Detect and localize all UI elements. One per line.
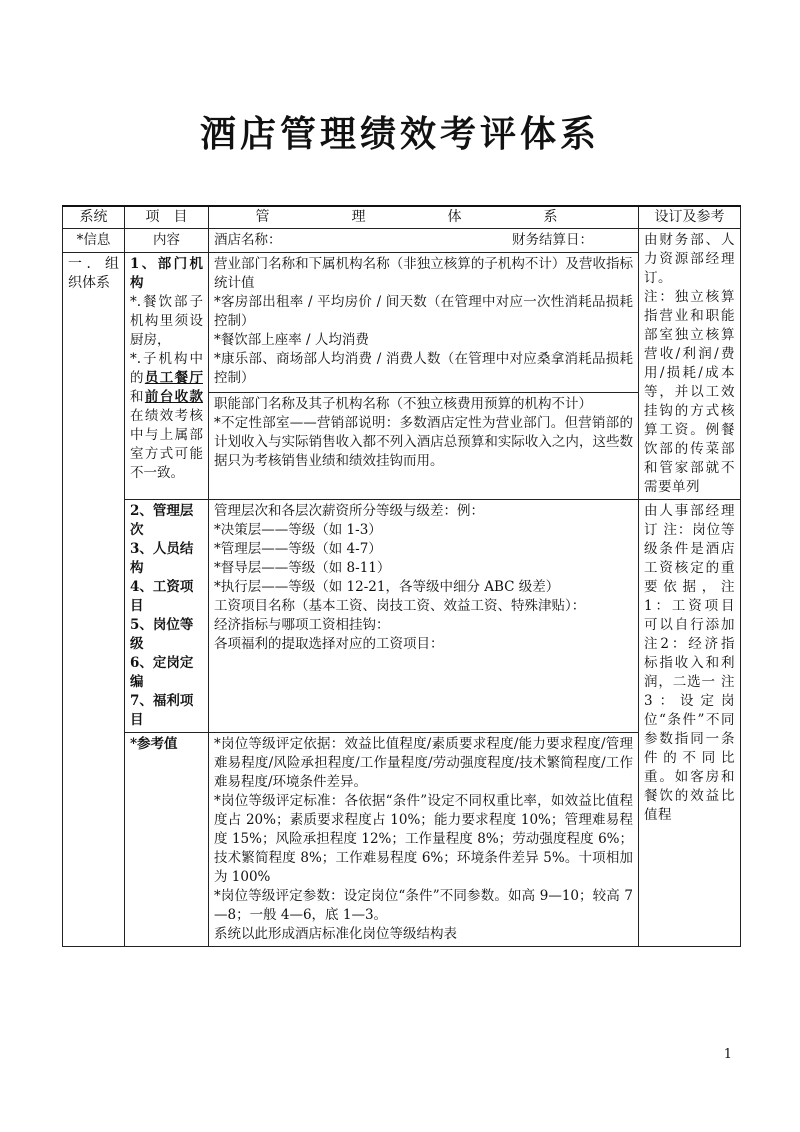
header-mgmt-text: 管 理 体 系 bbox=[255, 209, 592, 225]
s2-line-6: 工资项目名称（基本工资、岗技工资、效益工资、特殊津贴）： bbox=[214, 598, 586, 614]
header-mgmt bbox=[209, 206, 639, 229]
operating-dept-block bbox=[214, 255, 633, 388]
section1-item-text1: *.餐饮部子机构里须设厨房， bbox=[130, 294, 203, 348]
section1-note-text: 注：独立核算指营业和职能部室独立核算营收/利润/费用/损耗/成本等，并以工效挂钩的方式核算工资。例餐饮部的传菜部和管家部就不需要单列 bbox=[644, 289, 735, 495]
page-title: 酒店管理绩效考评体系 bbox=[199, 114, 600, 155]
s2-line-8: 各项福利的提取选择对应的工资项目： bbox=[214, 636, 444, 652]
s3-para-1: *岗位等级评定依据：效益比值程度/素质要求程度/能力要求程度/管理难易程度/风险承担程度/工作量程度/劳动强度程度/技术繁简程度/工作难易程度/环境条件差异。 bbox=[214, 736, 633, 790]
block1-line-3: *餐饮部上座率 / 人均消费 bbox=[214, 332, 369, 348]
block1-line-4: *康乐部、商场部人均消费 / 消费人数（在管理中对应桑拿消耗品损耗控制） bbox=[214, 351, 633, 386]
s2-line-4: *督导层——等级（如 8-11） bbox=[214, 560, 391, 576]
section2-items bbox=[125, 500, 209, 733]
s2-line-3: *管理层——等级（如 4-7） bbox=[214, 541, 382, 557]
item-staffing: 6、定岗定编 bbox=[130, 655, 194, 690]
table-header-row bbox=[63, 206, 741, 229]
staff-canteen-label: 员工餐厅 bbox=[144, 370, 203, 386]
section1-content bbox=[209, 253, 639, 500]
page-number: 1 bbox=[723, 1047, 732, 1062]
block2-line-2: *不定性部室——营销部说明：多数酒店定性为营业部门。但营销部的计划收入与实际销售收入都不列入酒店总预算和实际收入之内，这些数据只为考核销售业绩和绩效挂钩而用。 bbox=[214, 415, 633, 469]
s3-para-3: *岗位等级评定参数：设定岗位“条件”不同参数。如高 9—10；较高 7—8；一般 4—6，底 1—3。 bbox=[214, 888, 633, 923]
section3-content bbox=[209, 733, 639, 947]
section3-item: *参考值 bbox=[125, 733, 209, 947]
item-position-grade: 5、岗位等级 bbox=[130, 617, 194, 652]
item-mgmt-level: 2、管理层次 bbox=[130, 503, 194, 538]
block1-line-1: 营业部门名称和下属机构名称（非独立核算的子机构不计）及营收指标统计值 bbox=[214, 256, 633, 291]
section2-row bbox=[63, 500, 741, 733]
section1-item bbox=[125, 253, 209, 500]
section2-note: 由人事部经理订 注：岗位等级条件是酒店工资核定的重要依据，注1：工资项目可以自行添加 注2：经济指标指收入和利润，二选一 注3：设定岗位“条件”不同参数指同一条件的不同比重。如客房和餐饮的效益比值程 bbox=[639, 500, 741, 947]
info-label: *信息 bbox=[63, 229, 125, 253]
item-welfare: 7、福利项目 bbox=[130, 693, 194, 728]
s2-line-1: 管理层次和各层次薪资所分等级与级差：例： bbox=[214, 503, 484, 519]
info-note: 由财务部、人力资源部经理订。 bbox=[644, 232, 735, 286]
section1-item-title: 1、部门机构 bbox=[130, 256, 203, 291]
section1-item-text2: *.子机构中的员工餐厅和前台收款在绩效考核中与上属部室方式可能不一致。 bbox=[130, 351, 203, 481]
header-system: 系统 bbox=[63, 206, 125, 229]
s2-line-7: 经济指标与哪项工资相挂钩： bbox=[214, 617, 390, 633]
s2-line-5: *执行层——等级（如 12-21，各等级中细分 ABC 级差） bbox=[214, 579, 560, 595]
header-design: 设订及参考 bbox=[639, 206, 741, 229]
header-item: 项 目 bbox=[125, 206, 209, 229]
s3-para-2: *岗位等级评定标准：各依据“条件”设定不同权重比率，如效益比值程度占 20%；素质要求程度占 10%；能力要求程度 10%；管理难易程度 15%；风险承担程度 12%；工作量程度 8%；劳动强度程度 6%；技术繁简程度 8%；工作难易程度 6%；环境条件差异 5%。十项相加为 100% bbox=[214, 793, 633, 885]
s3-para-4: 系统以此形成酒店标准化岗位等级结构表 bbox=[214, 926, 457, 942]
management-table bbox=[62, 205, 741, 947]
item-staff-structure: 3、人员结构 bbox=[130, 541, 194, 576]
s2-line-2: *决策层——等级（如 1-3） bbox=[214, 522, 382, 538]
hotel-name-label: 酒店名称： bbox=[214, 232, 282, 248]
info-row bbox=[63, 229, 741, 253]
block2-line-1: 职能部门名称及其子机构名称（不独立核费用预算的机构不计） bbox=[214, 396, 592, 412]
info-fields bbox=[209, 229, 639, 253]
block1-line-2: *客房部出租率 / 平均房价 / 间天数（在管理中对应一次性消耗品损耗控制） bbox=[214, 294, 633, 329]
section2-content bbox=[209, 500, 639, 733]
section1-note bbox=[639, 229, 741, 500]
info-content: 内容 bbox=[125, 229, 209, 253]
front-cashier-label: 前台收款 bbox=[144, 389, 203, 405]
item-wage-items: 4、工资项目 bbox=[130, 579, 194, 614]
section1-system: 一．组织体系 bbox=[63, 253, 125, 947]
functional-dept-block bbox=[209, 392, 638, 471]
fiscal-date-label: 财务结算日： bbox=[512, 232, 593, 248]
